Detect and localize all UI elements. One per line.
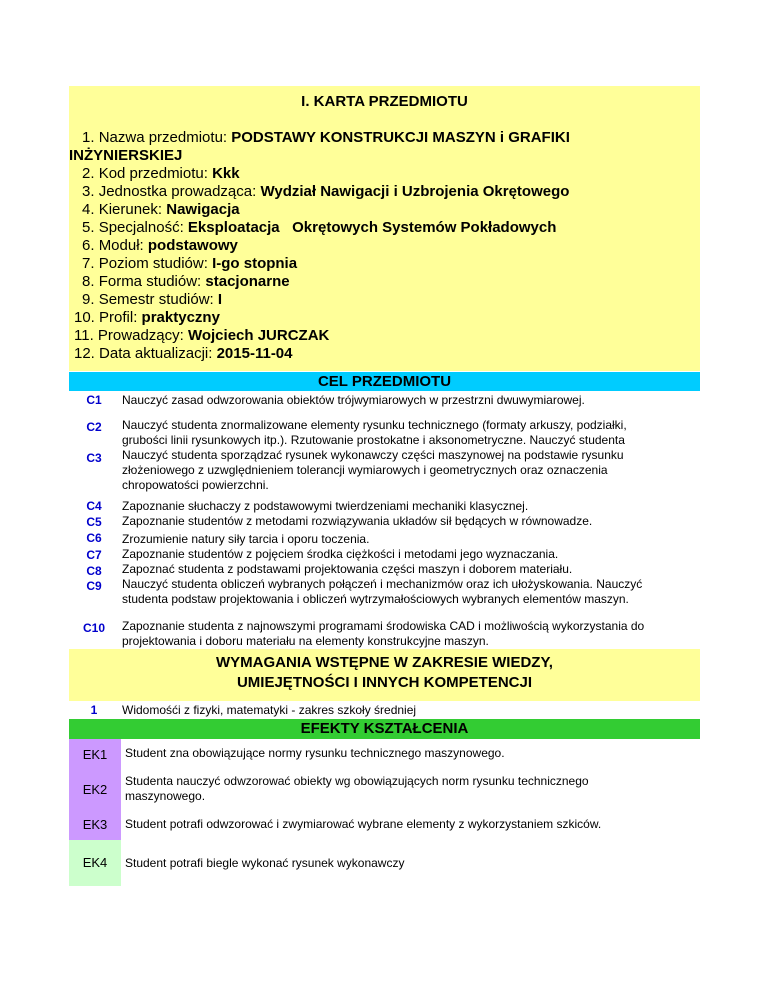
- efekty-section-header: EFEKTY KSZTAŁCENIA: [69, 719, 700, 739]
- field-num: 11.: [74, 327, 94, 344]
- wymagania-title-line1: WYMAGANIA WSTĘPNE W ZAKRESIE WIEDZY,: [216, 654, 553, 671]
- cel-line: projektowania i doboru materiału na elementy konstrukcyjne maszyn.: [122, 634, 489, 648]
- wymagania-title-line2: UMIEJĘTNOŚCI I INNYCH KOMPETENCJI: [236, 674, 533, 691]
- field-value: I-go stopnia: [212, 255, 298, 272]
- cel-line: chropowatości powierzchni.: [122, 478, 269, 492]
- cel-code: C2: [86, 420, 102, 434]
- field-value: praktyczny: [141, 309, 220, 326]
- cel-line: studenta podstaw projektowania i obliczeń wytrzymałościowych wybranych elementów maszyn.: [122, 592, 629, 606]
- cel-code: C10: [82, 621, 105, 635]
- ek-text: Student potrafi biegle wykonać rysunek wykonawczy: [125, 856, 405, 870]
- field-label: Nazwa przedmiotu:: [98, 129, 228, 146]
- ek-text: Student zna obowiązujące normy rysunku technicznego maszynowego.: [125, 746, 505, 760]
- field-num: 9.: [82, 291, 95, 308]
- ek-text-line2: maszynowego.: [125, 789, 206, 803]
- cel-line: Nauczyć studenta znormalizowane elementy rysunku technicznego (formaty arkuszy, podziałki,: [122, 418, 627, 432]
- field-8: [82, 273, 290, 291]
- field-2: [82, 165, 240, 183]
- cel-code: C8: [86, 564, 102, 578]
- ek-text-line1: Studenta nauczyć odwzorować obiekty wg obowiązujących norm rysunku technicznego: [125, 774, 589, 788]
- cel-line: grubości linii rysunkowych itp.). Rzutowanie prostokatne i aksonometryczne. Nauczyć studenta: [122, 433, 625, 447]
- field-label: Specjalność:: [98, 219, 184, 236]
- field-label: Kod przedmiotu:: [98, 165, 208, 182]
- cel-code: C5: [86, 515, 102, 529]
- field-label: Profil:: [99, 309, 138, 326]
- cel-code: C9: [86, 579, 102, 593]
- ek-code-cell: EK4: [69, 840, 121, 886]
- field-1-cont: [69, 147, 182, 165]
- cel-code: C7: [86, 548, 102, 562]
- field-num: 1.: [82, 129, 95, 146]
- field-value: PODSTAWY KONSTRUKCJI MASZYN i GRAFIKI: [231, 129, 570, 146]
- field-5: [82, 219, 556, 237]
- field-value: Wydział Nawigacji i Uzbrojenia Okrętowego: [260, 183, 570, 200]
- cel-code: C6: [86, 531, 102, 545]
- cel-line: Zapoznanie słuchaczy z podstawowymi twierdzeniami mechaniki klasycznej.: [122, 499, 529, 513]
- cel-line: Nauczyć zasad odwzorowania obiektów trójwymiarowych w przestrzni dwuwymiarowej.: [122, 393, 585, 407]
- field-num: 2.: [82, 165, 95, 182]
- cel-line: Nauczyć studenta obliczeń wybranych połączeń i mechanizmów oraz ich ułożyskowania. Nauczyć: [122, 577, 643, 591]
- cel-line: Zapoznanie studentów z metodami rozwiązywania układów sił będących w równowadze.: [122, 514, 593, 528]
- field-7: [82, 255, 297, 273]
- field-label: Jednostka prowadząca:: [98, 183, 257, 200]
- field-value: Eksploatacja Okrętowych Systemów Pokładowych: [187, 219, 557, 236]
- field-num: 6.: [82, 237, 95, 254]
- ek-code-cell: EK2: [69, 770, 121, 810]
- field-label: Prowadzący:: [97, 327, 184, 344]
- cel-line: Zapoznanie studenta z najnowszymi programami środowiska CAD i możliwością wykorzystania do: [122, 619, 645, 633]
- field-num: 7.: [82, 255, 95, 272]
- cel-code: C4: [86, 499, 102, 513]
- field-value: I: [217, 291, 223, 308]
- field-num: 10.: [74, 309, 95, 326]
- cel-line: Zrozumienie natury siły tarcia i oporu toczenia.: [122, 532, 370, 546]
- field-num: 3.: [82, 183, 95, 200]
- cel-code: C1: [86, 393, 102, 407]
- wymagania-text: Widomośći z fizyki, matematyki - zakres szkoły średniej: [122, 703, 417, 717]
- field-1: [82, 129, 570, 147]
- field-value: Nawigacja: [166, 201, 240, 218]
- ek-code-cell: EK1: [69, 739, 121, 770]
- field-num: 5.: [82, 219, 95, 236]
- field-6: [82, 237, 238, 255]
- field-label: Data aktualizacji:: [99, 345, 213, 362]
- wymagania-number: 1: [90, 703, 98, 717]
- ek-code-cell: EK3: [69, 810, 121, 840]
- field-3: [82, 183, 569, 201]
- cel-code: C3: [86, 451, 102, 465]
- field-value: 2015-11-04: [216, 345, 293, 362]
- field-label: Kierunek:: [98, 201, 163, 218]
- field-label: Forma studiów:: [98, 273, 202, 290]
- field-label: Moduł:: [98, 237, 144, 254]
- field-num: 4.: [82, 201, 95, 218]
- field-11: [74, 327, 329, 345]
- field-value: Wojciech JURCZAK: [187, 327, 330, 344]
- field-10: [74, 309, 220, 327]
- field-9: [82, 291, 222, 309]
- wymagania-header: [69, 653, 700, 693]
- card-title: I. KARTA PRZEDMIOTU: [301, 93, 468, 110]
- cel-line: Zapoznać studenta z podstawami projektowania części maszyn i doborem materiału.: [122, 562, 573, 576]
- field-num: 8.: [82, 273, 95, 290]
- cel-line: Nauczyć studenta sporządzać rysunek wykonawczy części maszynowej na podstawie rysunku: [122, 448, 624, 462]
- field-num: 12.: [74, 345, 95, 362]
- field-4: [82, 201, 240, 219]
- field-label: Semestr studiów:: [98, 291, 214, 308]
- cel-section-header: CEL PRZEDMIOTU: [69, 372, 700, 391]
- field-value: stacjonarne: [205, 273, 290, 290]
- ek-text: Student potrafi odwzorować i zwymiarować wybrane elementy z wykorzystaniem szkiców.: [125, 817, 602, 831]
- field-12: [74, 345, 293, 363]
- cel-line: złożeniowego z uzwględnieniem tolerancji wymiarowych i geometrycznych oraz oznaczenia: [122, 463, 608, 477]
- field-value: podstawowy: [147, 237, 238, 254]
- field-value: Kkk: [212, 165, 240, 182]
- field-label: Poziom studiów:: [98, 255, 208, 272]
- cel-line: Zapoznanie studentów z pojęciem środka ciężkości i metodami jego wyznaczania.: [122, 547, 559, 561]
- field-value: INŻYNIERSKIEJ: [69, 147, 183, 164]
